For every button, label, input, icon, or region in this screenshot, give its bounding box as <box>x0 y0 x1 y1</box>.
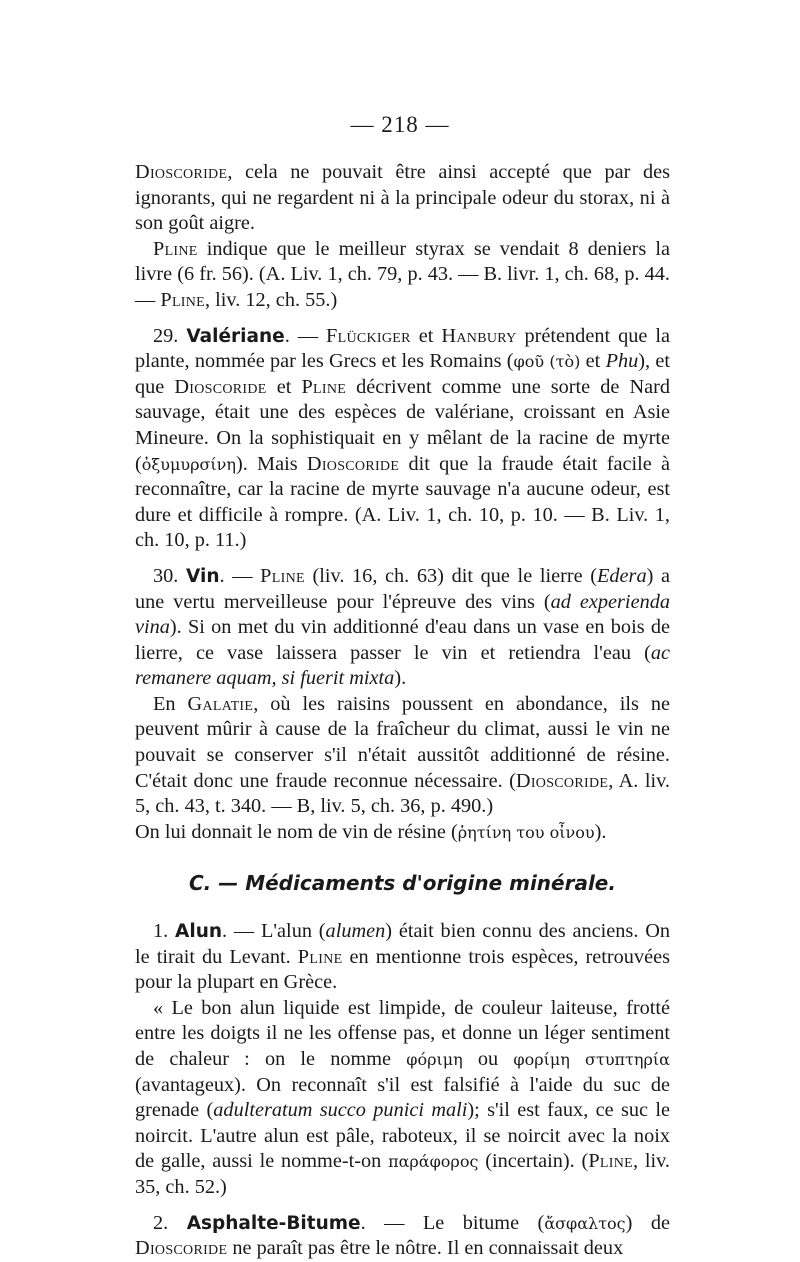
latin-term: alumen <box>325 920 386 943</box>
greek-term: φορίμη στυπτηρία <box>513 1050 670 1069</box>
author-name: Dioscoride <box>135 1237 228 1260</box>
text-run: , A. liv. 5, ch. 43, t. 340. — B, liv. 5, ch. 36, p. 490.) <box>135 769 670 818</box>
paragraph-styrax-price <box>135 237 670 314</box>
text-run: (avantageux). On reconnaît s'il est falsifié à l'aide du suc de grenade ( <box>135 1073 670 1122</box>
latin-term: Edera <box>597 564 647 587</box>
greek-term: παράφορος <box>388 1152 479 1172</box>
latin-term: adulteratum succo punici mali <box>213 1099 468 1122</box>
greek-term: φόριμη <box>406 1050 463 1069</box>
author-name: Pline <box>160 288 206 311</box>
text-run: , où les raisins poussent en abondance, ils ne peuvent mûrir à cause de la fraîcheur du climat, aussi le vin ne pouvait se conserver s'il n'était aussitôt additionné de résine. C'était donc une fraude reconnue nécessaire. ( <box>135 692 670 792</box>
text-run: « Le bon alun liquide est limpide, de couleur laiteuse, frotté entre les doigts il ne les offense pas, et donne un léger sentiment de chaleur : on le nomme <box>135 996 670 1070</box>
greek-term: ῥητίνη του οἶνου <box>457 822 595 842</box>
entry-title: Vin <box>186 565 220 587</box>
page-number: — 218 — <box>350 112 450 137</box>
entry-title: Alun <box>175 921 223 943</box>
paragraph-styrax-end <box>135 160 670 237</box>
text-run: et <box>266 375 302 398</box>
author-name: Pline <box>153 237 198 260</box>
text-run: ), et que <box>135 350 671 398</box>
text-run: ). Mais <box>235 452 307 475</box>
author-name: Pline <box>301 375 347 398</box>
text-run: indique que le meilleur styrax se vendait 8 deniers la livre (6 fr. 56). (A. Liv. 1, ch. 79, p. 43. — B. livr. 1, ch. 68, p. 44. — <box>135 237 670 311</box>
text-run: en mentionne trois espèces, retrouvées pour la plupart en Grèce. <box>135 945 670 994</box>
text-run: ). <box>594 820 607 843</box>
entry-number: 29. <box>153 324 187 347</box>
paragraph-vin-resine <box>135 820 670 846</box>
entry-valeriane <box>135 324 670 554</box>
entry-vin <box>135 564 670 692</box>
section-heading: C. — Médicaments d'origine minérale. <box>189 871 616 896</box>
text-run: et <box>410 324 442 347</box>
text-run: On lui donnait le nom de vin de résine ( <box>135 820 458 843</box>
text-run: . — <box>284 324 327 347</box>
entry-title: Asphalte-Bitume <box>186 1212 361 1234</box>
greek-term: ἄσφαλτος <box>544 1213 626 1233</box>
author-name: Pline <box>260 564 305 587</box>
author-name: Dioscoride <box>515 769 609 792</box>
text-run: En <box>153 692 188 715</box>
author-name: Hanbury <box>441 324 517 347</box>
text-run: ) a une vertu merveilleuse pour l'épreuve des vins ( <box>135 564 671 613</box>
text-run: ). <box>394 667 407 690</box>
text-run: prétendent que la plante, nommée par les Grecs et les Romains ( <box>135 324 670 373</box>
latin-term: ac remanere aquam, si fuerit mixta <box>135 641 670 690</box>
entry-number: 30. <box>153 564 186 587</box>
text-run: , liv. 35, ch. 52.) <box>135 1150 670 1198</box>
latin-term: Phu <box>605 350 639 373</box>
author-name: Dioscoride <box>174 375 267 398</box>
paragraph-galatie <box>135 692 670 820</box>
author-name: Dioscoride <box>135 161 228 183</box>
entry-number: 1. <box>153 920 176 943</box>
text-run: ) de <box>625 1211 671 1234</box>
author-name: Pline <box>297 945 343 968</box>
body-text <box>135 160 670 1262</box>
text-run: (liv. 16, ch. 63) dit que le lierre ( <box>304 564 598 587</box>
author-name: Dioscoride <box>306 452 400 475</box>
entry-asphalte <box>135 1211 670 1262</box>
text-run: . — <box>219 564 261 587</box>
paragraph-alun-quote <box>135 996 670 1201</box>
text-run: ) était bien connu des anciens. On le tirait du Levant. <box>135 920 671 968</box>
greek-term: ὀξυμυρσίνη <box>141 454 236 474</box>
greek-term: φοῦ (τὸ) <box>513 352 581 372</box>
entry-alun <box>135 919 670 996</box>
text-run: ); s'il est faux, ce suc le noircit. L'autre alun est pâle, raboteux, il se noircit avec la noix de galle, aussi le nomme-t-on <box>135 1099 670 1173</box>
text-run: , cela ne pouvait être ainsi accepté que par des ignorants, qui ne regardent ni à la principale odeur du storax, ni à son goût aigre. <box>135 161 670 235</box>
entry-number: 2. <box>153 1211 187 1234</box>
text-run: et <box>580 350 606 373</box>
latin-term: ad experienda vina <box>135 590 670 639</box>
text-run: ou <box>462 1048 514 1070</box>
text-run: dit que la fraude était facile à reconnaître, car la racine de myrte sauvage n'a aucune odeur, est dure et difficile à rompre. (A. Liv. 1, ch. 10, p. 10. — B. Liv. 1, ch. 10, p. 11.) <box>135 452 670 552</box>
text-run: (incertain). ( <box>478 1150 589 1173</box>
text-run: décrivent comme une sorte de Nard sauvage, était une des espèces de valériane, croissant en Asie Mineure. On la sophistiquait en y mêlant de la racine de myrte ( <box>135 375 670 475</box>
place-name: Galatie <box>187 692 254 715</box>
text-run: ). Si on met du vin additionné d'eau dans un vase en bois de lierre, ce vase laissera passer le vin et retiendra l'eau ( <box>135 616 670 664</box>
text-run: , liv. 12, ch. 55.) <box>205 288 338 311</box>
entry-title: Valériane <box>186 325 285 347</box>
text-run: ne paraît pas être le nôtre. Il en connaissait deux <box>227 1237 624 1260</box>
text-run: . — Le bitume ( <box>360 1211 545 1234</box>
text-run: . — L'alun ( <box>222 920 326 943</box>
author-name: Flückiger <box>326 324 411 347</box>
author-name: Pline <box>588 1150 633 1173</box>
